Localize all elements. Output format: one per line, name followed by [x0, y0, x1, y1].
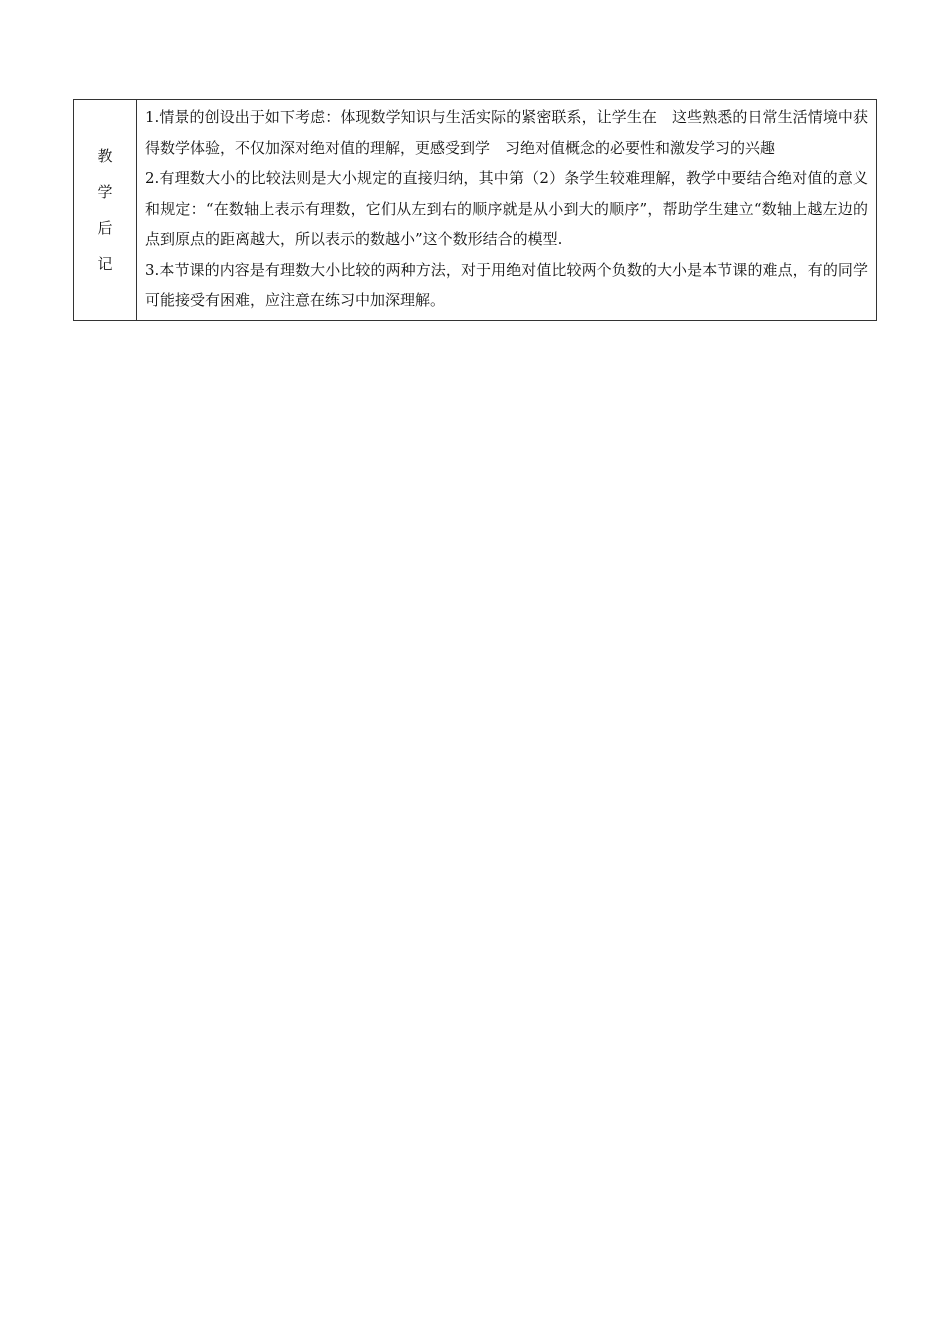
- section-label-char: 教: [97, 146, 113, 165]
- note-paragraph-3: 3.本节课的内容是有理数大小比较的两种方法，对于用绝对值比较两个负数的大小是本节课的难点，有的同学可能接受有困难，应注意在练习中加深理解。: [145, 260, 868, 309]
- note-paragraph-2: 2.有理数大小的比较法则是大小规定的直接归纳，其中第（2）条学生较难理解，教学中要结合绝对值的意义和规定：“在数轴上表示有理数，它们从左到右的顺序就是从小到大的顺序”，帮助学生建立“数轴上越左边的点到原点的距离越大，所以表示的数越小”这个数形结合的模型.: [145, 169, 868, 248]
- note-paragraph-1: 1.情景的创设出于如下考虑：体现数学知识与生活实际的紧密联系，让学生在 这些熟悉的日常生活情境中获得数学体验，不仅加深对绝对值的理解，更感受到学 习绝对值概念的必要性和激发学习的兴趣: [145, 108, 868, 157]
- teaching-reflection-table: [73, 99, 877, 321]
- section-label-char: 学: [97, 182, 113, 201]
- notes-content-cell: [137, 100, 877, 321]
- section-label-cell: [74, 100, 137, 321]
- section-label-char: 记: [97, 254, 113, 273]
- section-label-char: 后: [97, 218, 113, 237]
- table-row: [74, 100, 877, 321]
